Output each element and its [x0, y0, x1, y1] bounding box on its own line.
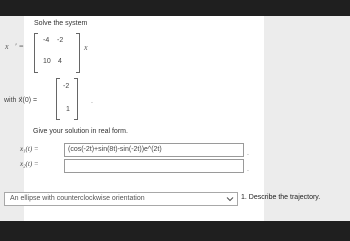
- initial-condition-label: with x⃗(0) =: [4, 97, 38, 104]
- x1-answer-input[interactable]: (cos(-2t)+sin(8t)-sin(-2t))e^(2t): [64, 143, 244, 157]
- initial-vector-entry-2: 1: [66, 106, 70, 113]
- chevron-down-icon[interactable]: [226, 195, 234, 203]
- rhs-vector-label: x⃗: [84, 43, 94, 52]
- instruction-text: Give your solution in real form.: [33, 128, 128, 135]
- vector-left-bracket: [56, 78, 60, 120]
- matrix-cell-11: -4: [43, 37, 50, 44]
- x2-answer-input[interactable]: [64, 159, 244, 173]
- trajectory-select[interactable]: An ellipse with counterclockwise orientation: [4, 192, 238, 206]
- matrix-cell-21: 10: [43, 58, 51, 65]
- matrix-cell-22: 4: [58, 58, 62, 65]
- initial-period: .: [91, 98, 93, 105]
- trajectory-question: 1. Describe the trajectory.: [241, 194, 321, 201]
- lhs-label: x⃗′ =: [5, 42, 24, 51]
- matrix-left-bracket: [34, 33, 38, 73]
- matrix-right-bracket: [76, 33, 80, 73]
- prompt-text: Solve the system: [34, 20, 88, 27]
- initial-vector-entry-1: -2: [63, 83, 70, 90]
- matrix-cell-12: -2: [57, 37, 64, 44]
- x2-period: .: [247, 166, 249, 173]
- x1-label: x₁(t) =: [20, 145, 39, 153]
- vector-right-bracket: [74, 78, 78, 120]
- x1-period: .: [247, 150, 249, 157]
- x2-label: x₂(t) =: [20, 160, 39, 168]
